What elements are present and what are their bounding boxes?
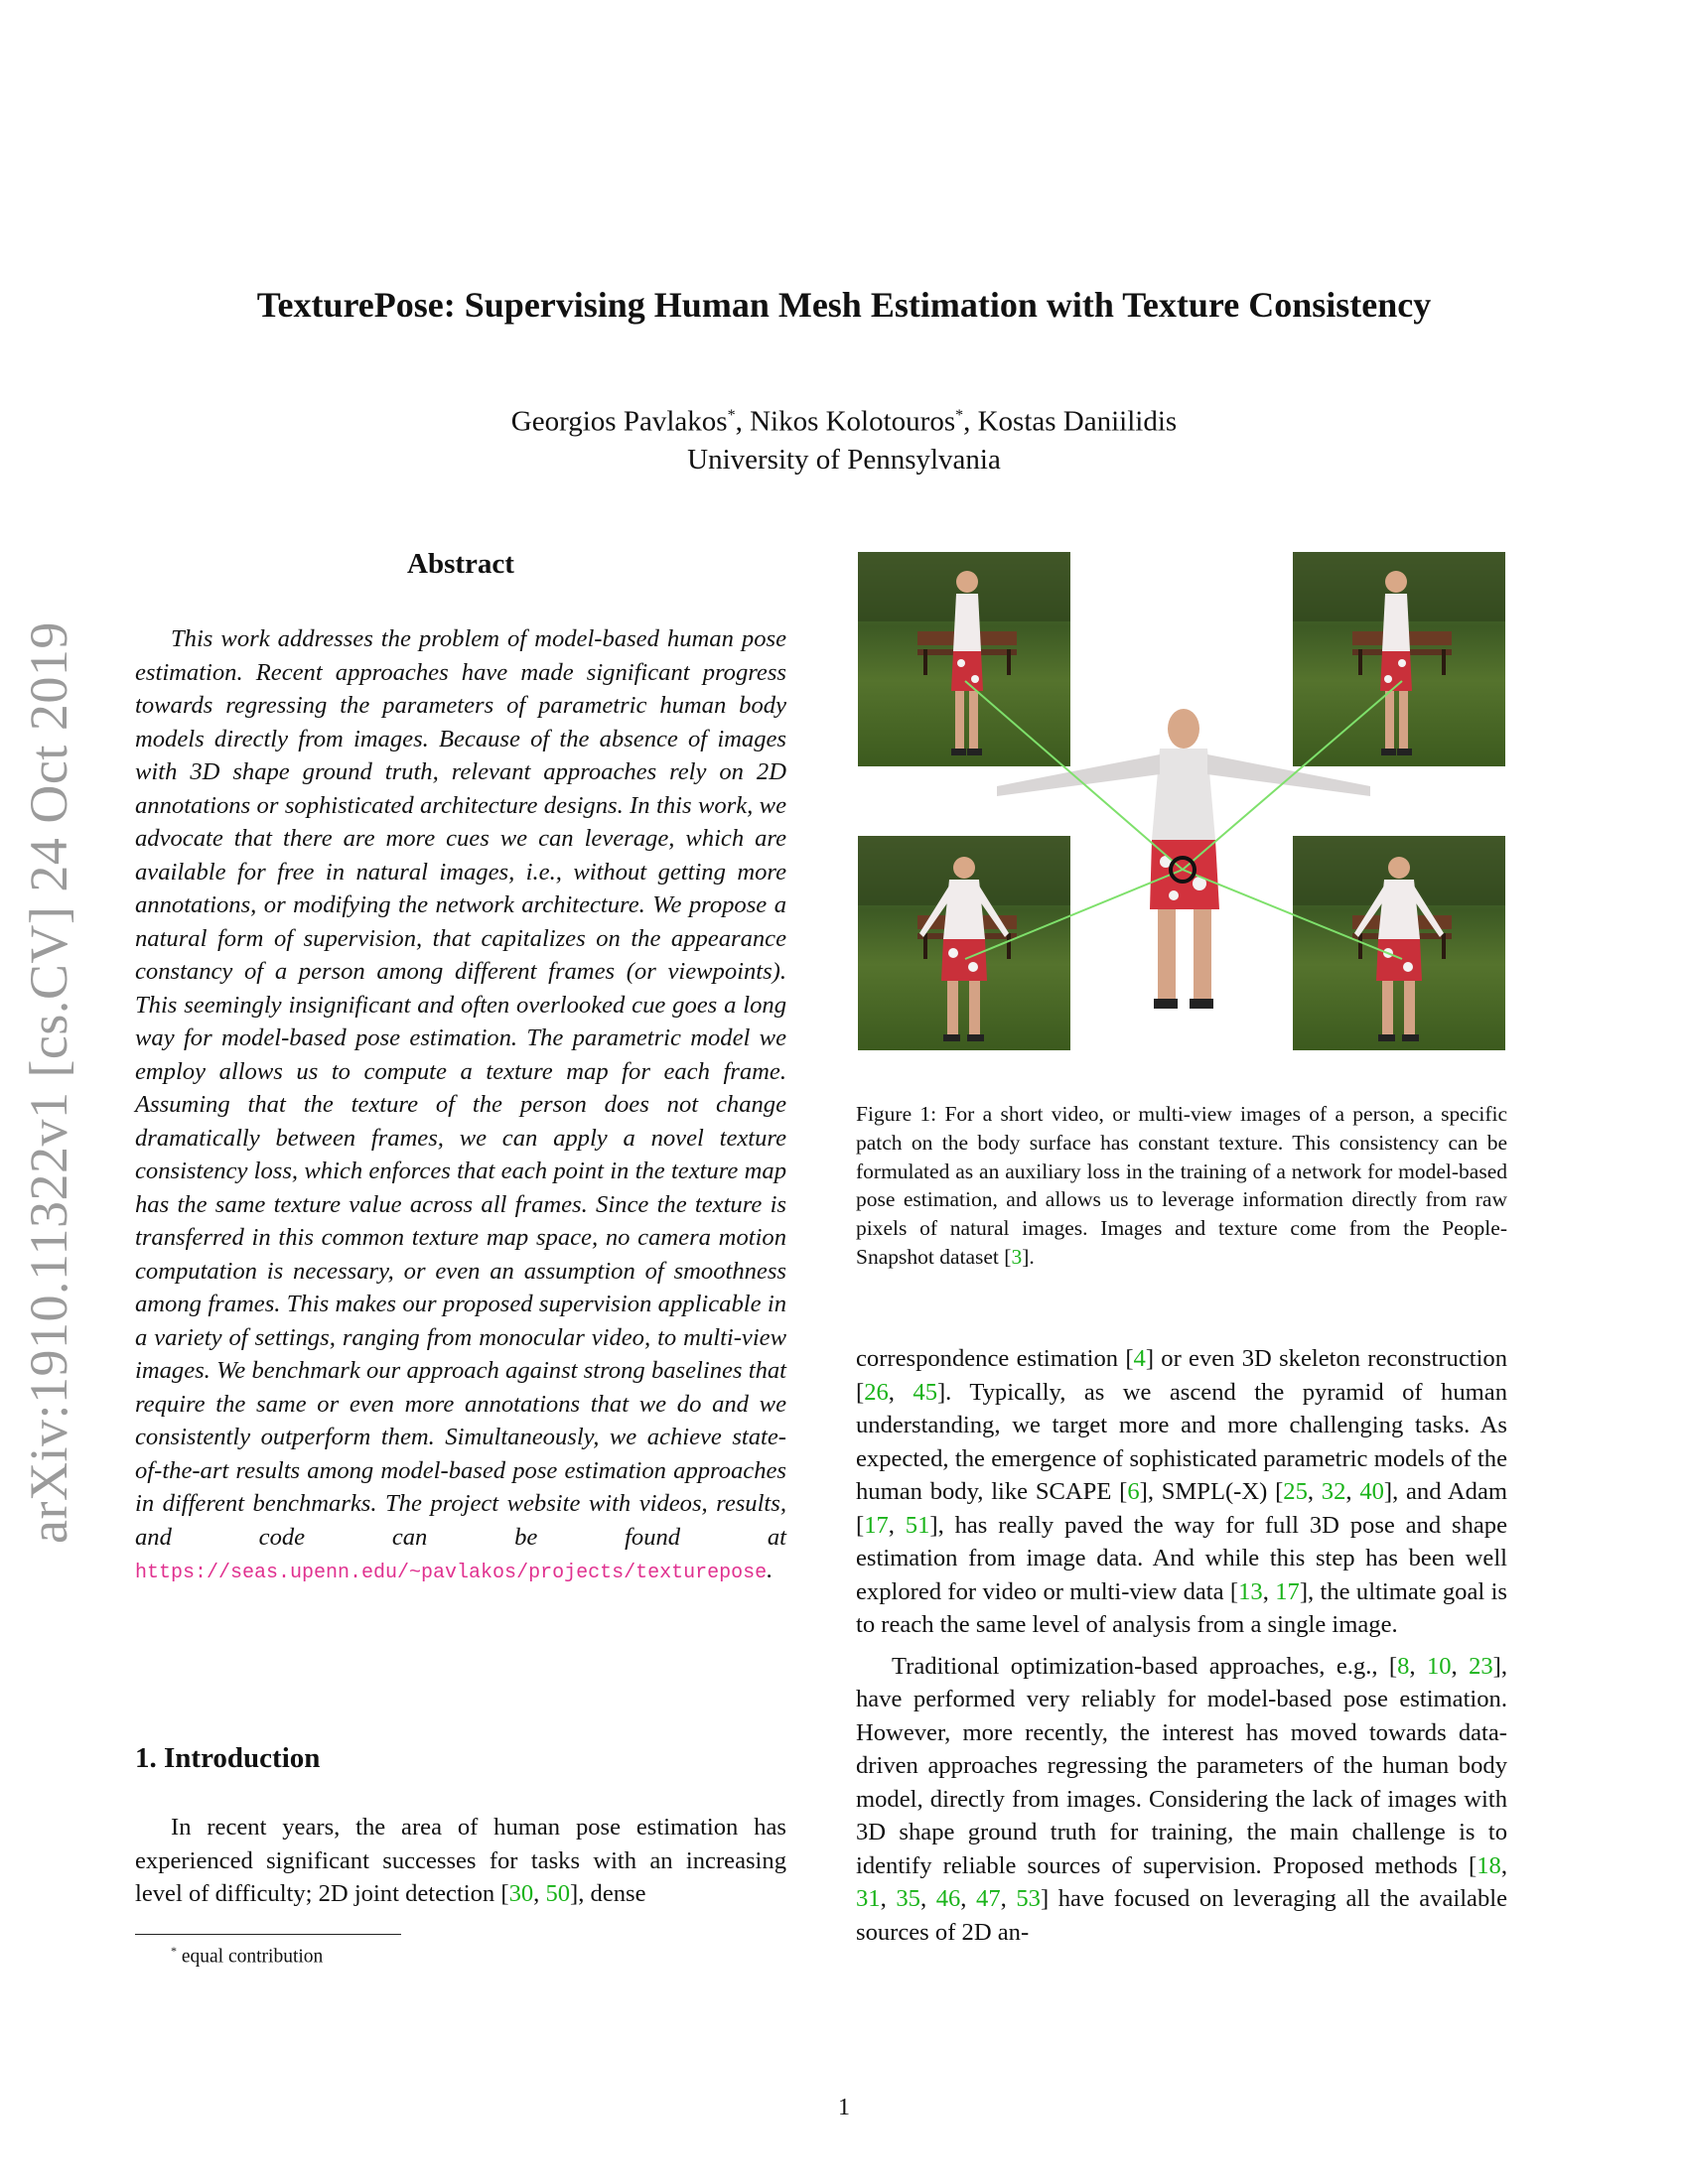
footnote-rule bbox=[135, 1934, 401, 1935]
abstract-text: This work addresses the problem of model-based human pose estimation. Recent approaches have made significant progress towards regressing the parameters of parametric human body models directly from images. Because of the absence of images with 3D shape ground truth, relevant approaches rely on 2D annotations or sophisticated architecture designs. In this work, we advocate that there are more cues we can leverage, which are available for free in natural images, i.e., without getting more annotations, or modifying the network architecture. We propose a natural form of supervision, that capitalizes on the appearance constancy of a person among different frames (or viewpoints). This seemingly insignificant and often overlooked cue goes a long way for model-based pose estimation. The parametric model we employ allows us to compute a texture map for each frame. Assuming that the texture of the person does not change dramatically between frames, we can apply a novel texture consistency loss, which enforces that each point in the texture map has the same texture value across all frames. Since the texture is transferred in this common texture map space, no camera motion computation is necessary, or even an assumption of smoothness among frames. This makes our proposed supervision applicable in a variety of settings, ranging from monocular video, to multi-view images. We benchmark our approach against strong baselines that require the same or even more annotations that we do and we consistently outperform them. Simultaneously, we achieve state-of-the-art results among model-based pose estimation approaches in different benchmarks. The project website with videos, results, and code can be found at https://seas.upenn.edu/~pavlakos/projects/texturepose. bbox=[135, 625, 786, 1584]
citation-link[interactable]: 3 bbox=[1011, 1244, 1023, 1269]
page-number: 1 bbox=[838, 2095, 850, 2120]
body-paragraph: Traditional optimization-based approaches, e.g., [8, 10, 23], have performed very reliably for model-based pose estimation. However, more recently, the interest has moved towards data-driven approaches regressing the parameters of the human body model, directly from images. Considering the lack of images with 3D shape ground truth for training, the main challenge is to identify reliable sources of supervision. Proposed methods [18, 31, 35, 46, 47, 53] have focused on leveraging all the available sources of 2D an- bbox=[856, 1652, 1508, 1946]
abstract-heading: Abstract bbox=[407, 548, 514, 580]
citation-link[interactable]: 50 bbox=[545, 1880, 571, 1907]
intro-paragraph: In recent years, the area of human pose estimation has experienced significant successes for tasks with an increasing level of difficulty; 2D joint detection [30, 50], dense bbox=[135, 1814, 786, 1907]
citation-link[interactable]: 30 bbox=[508, 1880, 534, 1907]
citation-link[interactable]: 4 bbox=[1133, 1345, 1146, 1372]
affiliation: University of Pennsylvania bbox=[687, 443, 1001, 476]
author-block: Georgios Pavlakos*, Nikos Kolotouros*, Kostas Daniilidis University of Pennsylvania bbox=[0, 397, 1688, 478]
citation-link[interactable]: 23 bbox=[1469, 1652, 1493, 1680]
citation-link[interactable]: 32 bbox=[1321, 1478, 1346, 1505]
citation-link[interactable]: 45 bbox=[913, 1378, 937, 1406]
citation-link[interactable]: 35 bbox=[896, 1885, 920, 1912]
citation-link[interactable]: 25 bbox=[1283, 1478, 1308, 1505]
citation-link[interactable]: 18 bbox=[1477, 1851, 1501, 1879]
citation-link[interactable]: 17 bbox=[1275, 1577, 1300, 1605]
citation-link[interactable]: 26 bbox=[864, 1378, 889, 1406]
author-name: Kostas Daniilidis bbox=[977, 405, 1178, 438]
author-name: Georgios Pavlakos bbox=[510, 405, 728, 438]
citation-link[interactable]: 13 bbox=[1238, 1577, 1263, 1605]
figure-caption: Figure 1: For a short video, or multi-view images of a person, a specific patch on the body surface has constant texture. This consistency can be formulated as an auxiliary loss in the training of a network for model-based pose estimation, and allows us to leverage information directly from raw pixels of natural images. Images and texture come from the People-Snapshot dataset [3]. bbox=[856, 1102, 1507, 1269]
citation-link[interactable]: 47 bbox=[976, 1885, 1001, 1912]
citation-link[interactable]: 17 bbox=[864, 1511, 889, 1539]
equal-contribution-mark: * bbox=[955, 407, 964, 424]
citation-link[interactable]: 10 bbox=[1426, 1652, 1452, 1680]
author-name: Nikos Kolotouros bbox=[750, 405, 956, 438]
project-url-link[interactable]: https://seas.upenn.edu/~pavlakos/projects/texturepose bbox=[135, 1562, 768, 1584]
paper-title: TexturePose: Supervising Human Mesh Estimation with Texture Consistency bbox=[256, 285, 1432, 325]
citation-link[interactable]: 46 bbox=[935, 1885, 961, 1912]
citation-link[interactable]: 53 bbox=[1016, 1885, 1041, 1912]
figure-1 bbox=[856, 552, 1507, 1050]
footnote: * equal contribution bbox=[171, 1944, 324, 1968]
arxiv-identifier: arXiv:1910.11322v1 [cs.CV] 24 Oct 2019 bbox=[19, 621, 78, 1544]
body-paragraph: correspondence estimation [4] or even 3D skeleton reconstruction [26, 45]. Typically, as we ascend the pyramid of human understanding, we target more and more challenging tasks. As expected, the emergence of sophisticated parametric models of the human body, like SCAPE [6], SMPL(-X) [25, 32, 40], and Adam [17, 51], has really paved the way for full 3D pose and shape estimation from image data. And while this step has been well explored for video or multi-view data [13, 17], the ultimate goal is to reach the same level of analysis from a single image. bbox=[856, 1345, 1508, 1638]
citation-link[interactable]: 40 bbox=[1359, 1478, 1384, 1505]
citation-link[interactable]: 31 bbox=[856, 1885, 881, 1912]
citation-link[interactable]: 8 bbox=[1397, 1652, 1410, 1680]
equal-contribution-mark: * bbox=[727, 407, 736, 424]
right-column-text bbox=[856, 1342, 1507, 1949]
section-heading: 1. Introduction bbox=[135, 1742, 321, 1774]
citation-link[interactable]: 6 bbox=[1127, 1478, 1140, 1505]
citation-link[interactable]: 51 bbox=[905, 1511, 930, 1539]
